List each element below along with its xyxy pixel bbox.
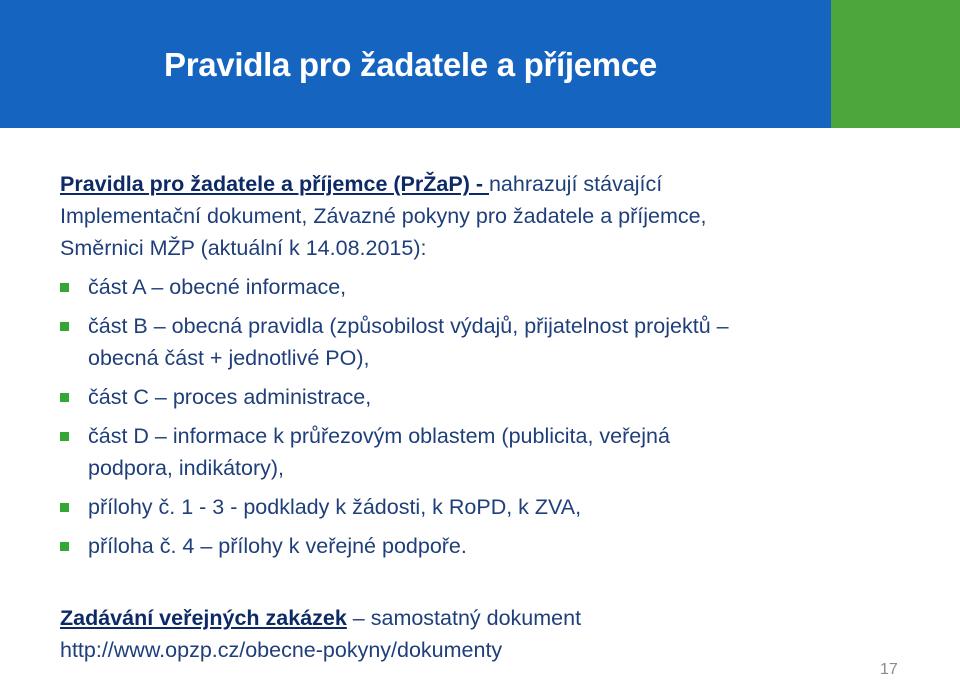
page-number: 17 bbox=[880, 661, 898, 678]
intro-line-2: Implementační dokument, Závazné pokyny pro žadatele a příjemce, bbox=[60, 204, 707, 228]
footer-line-1 bbox=[60, 602, 581, 634]
intro-lead: Pravidla pro žadatele a příjemce (PrŽaP) - bbox=[60, 172, 489, 196]
intro-line-3: Směrnici MŽP (aktuální k 14.08.2015): bbox=[60, 236, 427, 260]
square-bullet-icon bbox=[60, 503, 69, 512]
bullet-item-attachments-1-3 bbox=[60, 491, 729, 523]
green-accent-block bbox=[831, 0, 960, 128]
bullet-line: část B – obecná pravidla (způsobilost výdajů, přijatelnost projektů – bbox=[88, 314, 729, 338]
bullet-item-part-c bbox=[60, 381, 729, 413]
square-bullet-icon bbox=[60, 542, 69, 551]
bullet-list bbox=[60, 271, 729, 562]
footer-rest: – samostatný dokument bbox=[346, 606, 582, 630]
bullet-line: část D – informace k průřezovým oblastem (publicita, veřejná bbox=[88, 424, 670, 448]
footer-lead: Zadávání veřejných zakázek bbox=[60, 606, 347, 630]
square-bullet-icon bbox=[60, 432, 69, 441]
bullet-line: část C – proces administrace, bbox=[88, 385, 372, 409]
square-bullet-icon bbox=[60, 283, 69, 292]
square-bullet-icon bbox=[60, 322, 69, 331]
intro-line-1 bbox=[60, 168, 707, 200]
bullet-line: obecná část + jednotlivé PO), bbox=[88, 346, 370, 370]
footer-link[interactable]: http://www.opzp.cz/obecne-pokyny/dokumenty bbox=[60, 638, 503, 662]
bullet-line: část A – obecné informace, bbox=[88, 275, 347, 299]
bullet-line: přílohy č. 1 - 3 - podklady k žádosti, k RoPD, k ZVA, bbox=[88, 495, 582, 519]
bullet-item-part-d bbox=[60, 420, 729, 484]
slide-title: Pravidla pro žadatele a příjemce bbox=[164, 46, 657, 83]
title-bar bbox=[0, 0, 831, 128]
intro-line-1-rest: nahrazují stávající bbox=[488, 172, 663, 196]
bullet-item-part-a bbox=[60, 271, 729, 303]
footer-paragraph bbox=[60, 602, 581, 666]
slide-header bbox=[0, 0, 960, 128]
square-bullet-icon bbox=[60, 393, 69, 402]
bullet-line: příloha č. 4 – přílohy k veřejné podpoře. bbox=[88, 534, 467, 558]
bullet-item-attachment-4 bbox=[60, 530, 729, 562]
bullet-line: podpora, indikátory), bbox=[88, 456, 284, 480]
bullet-item-part-b bbox=[60, 310, 729, 374]
intro-paragraph bbox=[60, 168, 707, 264]
